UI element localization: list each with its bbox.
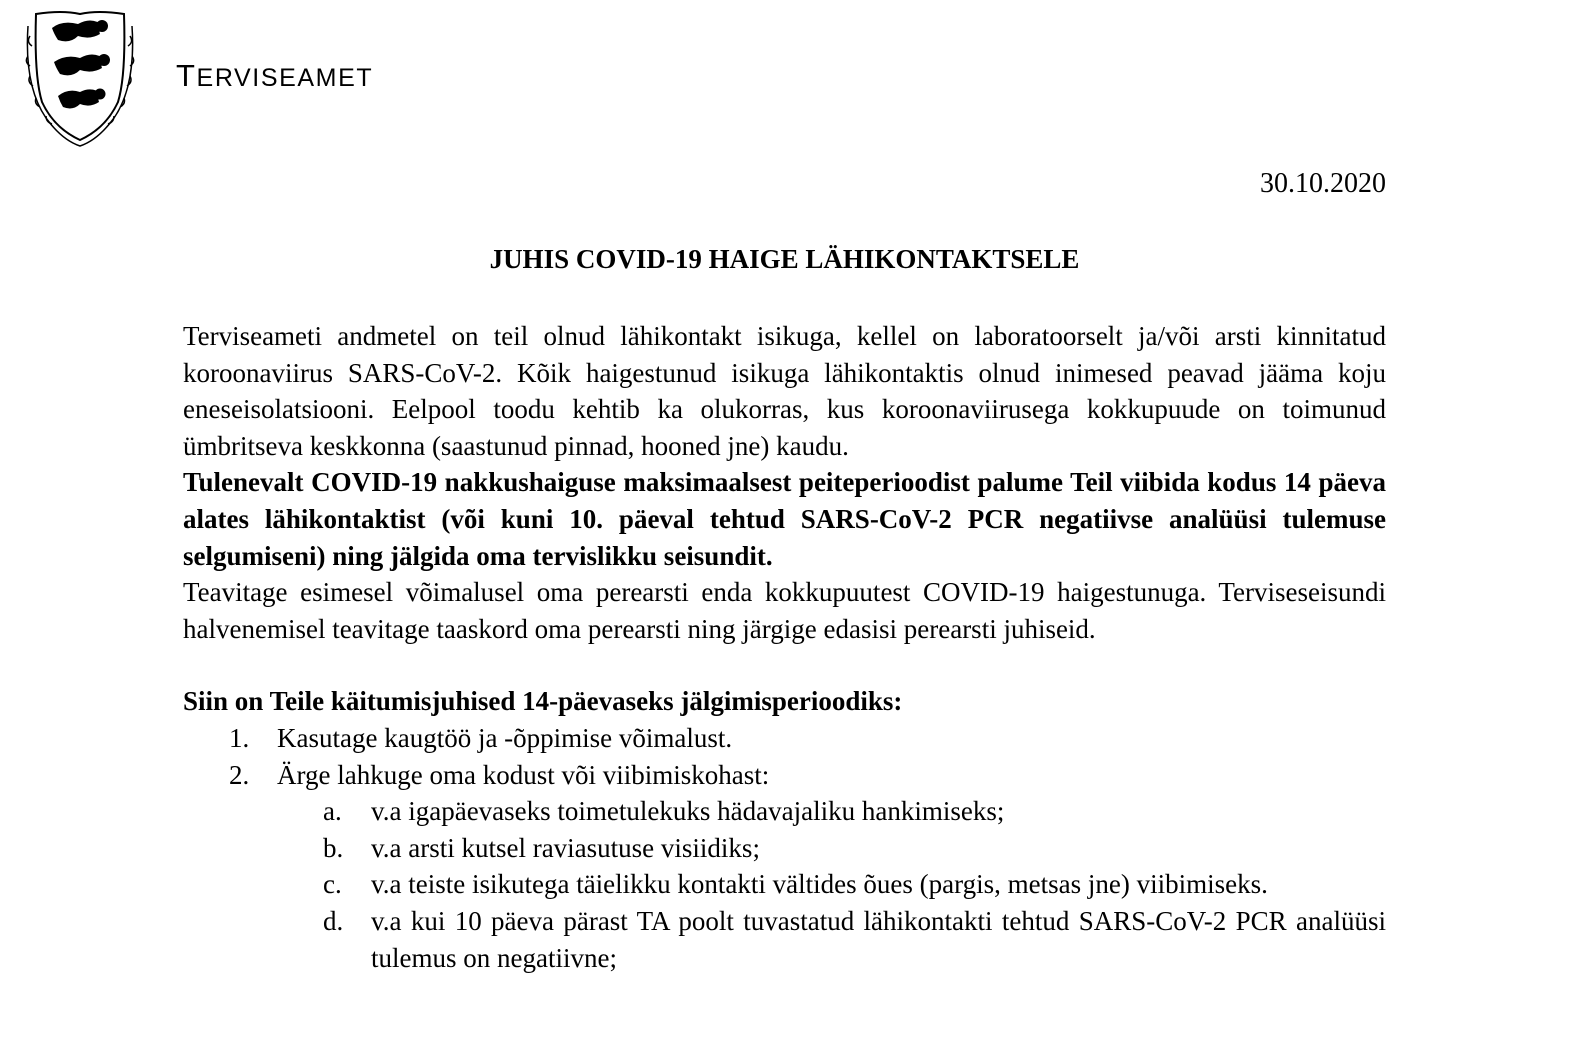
agency-name: TERVISEAMET — [176, 58, 374, 93]
list-item-text: Ärge lahkuge oma kodust või viibimiskohast: — [277, 759, 770, 790]
document-body — [183, 318, 1386, 976]
bold-instruction: Tulenevalt COVID-19 nakkushaiguse maksimaalsest peiteperioodist palume Teil viibida kodus 14 päeva alates lähikontaktist (või kuni 10. päeval tehtud SARS-CoV-2 PCR negatiivse analüüsi tulemuse selgumiseni) ning jälgida oma tervislikku seisundit. — [183, 467, 1386, 571]
sub-list-marker: b. — [323, 832, 344, 863]
list-item-text: Kasutage kaugtöö ja -õppimise võimalust. — [277, 722, 733, 753]
sub-list-item-text: v.a teiste isikutega täielikku kontakti vältides õues (pargis, metsas jne) viibimiseks. — [371, 869, 1268, 900]
list-marker: 1. — [229, 722, 250, 753]
sub-list-item — [323, 793, 1386, 830]
sub-list-item-text: v.a arsti kutsel raviasutuse visiidiks; — [371, 832, 760, 863]
sub-list-item-text: v.a kui 10 päeva pärast TA poolt tuvastatud lähikontakti tehtud SARS-CoV-2 PCR analüüsi tulemus on negatiivne; — [371, 905, 1386, 973]
document-title: JUHIS COVID-19 HAIGE LÄHIKONTAKTSELE — [489, 244, 1080, 274]
instruction-list — [183, 720, 1386, 793]
list-item — [183, 757, 1386, 794]
instructions-heading: Siin on Teile käitumisjuhised 14-päevaseks jälgimisperioodiks: — [183, 686, 903, 717]
sub-list-item-text: v.a igapäevaseks toimetulekuks hädavajaliku hankimiseks; — [371, 796, 1005, 827]
sub-list-marker: d. — [323, 905, 344, 936]
intro-paragraph: Terviseameti andmetel on teil olnud lähikontakt isikuga, kellel on laboratoorselt ja/või arsti kinnitatud koroonaviirus SARS-CoV-2. Kõik haigestunud isikuga lähikontaktis olnud inimesed peavad jääma koju eneseisolatsiooni. Eelpool toodu kehtib ka olukorras, kus koroonaviirusega kokkupuude on toimunud ümbritseva keskkonna (saastunud pinnad, hooned jne) kaudu. — [183, 321, 1386, 461]
sub-list-item — [323, 903, 1386, 976]
sub-list-marker: c. — [323, 869, 342, 900]
estonian-coat-of-arms-icon — [22, 6, 138, 148]
list-marker: 2. — [229, 759, 250, 790]
sub-list-item — [323, 866, 1386, 903]
list-item — [183, 720, 1386, 757]
follow-up-paragraph: Teavitage esimesel võimalusel oma perearsti enda kokkupuutest COVID-19 haigestunuga. Terviseseisundi halvenemisel teavitage taaskord oma perearsti ning järgige edasisi perearsti juhiseid. — [183, 577, 1386, 644]
sub-instruction-list — [323, 793, 1386, 976]
sub-list-marker: a. — [323, 796, 342, 827]
sub-list-item — [323, 830, 1386, 867]
document-date: 30.10.2020 — [1260, 168, 1386, 199]
